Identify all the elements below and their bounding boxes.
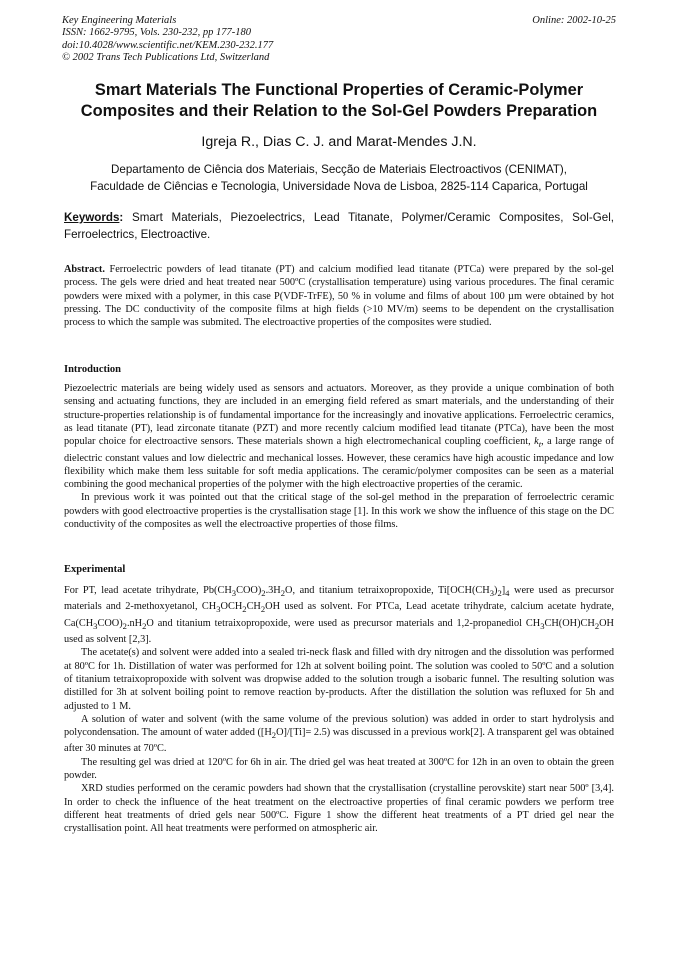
online-date: Online: 2002-10-25 bbox=[532, 15, 616, 26]
affiliation-line-2: Faculdade de Ciências e Tecnologia, Universidade Nova de Lisboa, 2825-114 Caparica, Portugal bbox=[90, 180, 588, 193]
exp-p1-s8: 2 bbox=[242, 604, 247, 615]
exp-paragraph-4: The resulting gel was dried at 120ºC for 6h in air. The dried gel was heat treated at 300ºC for 12h in an oven to obtain the green powder. bbox=[64, 756, 614, 782]
journal-name: Key Engineering Materials bbox=[62, 15, 177, 26]
introduction-body bbox=[64, 382, 614, 531]
exp-p1-s2: 2 bbox=[261, 588, 266, 599]
coupling-symbol: k bbox=[534, 436, 539, 448]
affiliation-line-1: Departamento de Ciência dos Materiais, Secção de Materiais Electroactivos (CENIMAT), bbox=[111, 163, 567, 176]
authors: Igreja R., Dias C. J. and Marat-Mendes J.N. bbox=[201, 134, 477, 150]
paper-title bbox=[48, 80, 630, 121]
exp-p3-sub: 2 bbox=[271, 730, 277, 741]
experimental-heading: Experimental bbox=[64, 564, 126, 575]
exp-p1-s3: 2 bbox=[280, 588, 286, 599]
coupling-subscript: t bbox=[538, 439, 542, 450]
exp-p1-t1: For PT, lead acetate trihydrate, Pb(CH bbox=[64, 585, 232, 596]
exp-paragraph-3 bbox=[64, 713, 614, 756]
exp-p1-s5: 2 bbox=[497, 588, 502, 599]
intro-paragraph-2: In previous work it was pointed out that the critical stage of the sol-gel method in the preparation of ferroelectric ceramic powders with good electroactive properties is the crystallisation stage [1]. In this work we show the influence of this stage on the DC conductivity of the composites as well the electroactive properties of those films. bbox=[64, 492, 614, 531]
journal-header bbox=[62, 15, 616, 65]
exp-p1-s4: 3 bbox=[489, 588, 494, 599]
doi-line: doi:10.4028/www.scientific.net/KEM.230-232.177 bbox=[62, 39, 274, 51]
exp-paragraph-5: XRD studies performed on the ceramic powders had shown that the crystallisation (crystalline perovskite) start near 500º [3,4]. In order to check the influence of the heat treatment on the electroactive properties of final ceramic powders we perform tree different heat treatments of dried gels near 500ºC. Figure 1 show the different heat treatments of a PT dried gel near the crystallisation point. All heat treatments were performed on atmospheric air. bbox=[64, 783, 614, 835]
exp-p1-t14: CH(OH)CH bbox=[544, 617, 595, 629]
keywords-block: Keywords: Smart Materials, Piezoelectrics, Lead Titanate, Polymer/Ceramic Composites, Sol-Gel, Ferroelectrics, Electroactive. bbox=[64, 211, 614, 241]
exp-p1-s9: 2 bbox=[260, 604, 266, 615]
exp-p1-t2: COO) bbox=[236, 585, 262, 596]
exp-p1-s6: 4 bbox=[505, 588, 510, 599]
exp-p1-s13: 3 bbox=[540, 620, 545, 631]
abstract-block bbox=[64, 263, 614, 329]
exp-paragraph-2: The acetate(s) and solvent were added into a sealed tri-neck flask and filled with dry nitrogen and the dissolution was performed at 80ºC for 1h. Distillation of water was performed for 12h at solvent boiling point. The solution was cooled to 50ºC and a solution of titanium tetraixopropoxide with solvent was dropwise added to the solution trough a isobaric funnel. The resulting solution was distilled for 3h at solvent boiling point to remove reaction by-products. After the distillation the solution was refluxed for 5h and adjusted to 1 M. bbox=[64, 647, 614, 712]
exp-p3-text-b: O]/[Ti]= 2.5) was discussed in a previous work[2]. A transparent gel was obtained after 30 minutes at 70ºC. bbox=[64, 727, 614, 755]
intro-p1-text-b: , a large range of dielectric constant values and low dielectric and mechanical losses. However, these ceramics have high acoustic impedance and low flexibility which make them less suitable for soft media applications. The ceramic/polymer composites can be seen as a material combining the good mechanical properties of the polymer with the high electroactive properties of the ceramic. bbox=[64, 436, 615, 491]
issn-line: ISSN: 1662-9795, Vols. 230-232, pp 177-180 bbox=[62, 27, 251, 39]
exp-p1-t15: OH used as solvent [2,3]. bbox=[64, 617, 614, 646]
exp-p1-t9: CH bbox=[246, 601, 261, 613]
exp-p1-t4: O, and titanium tetraixopropoxide, Ti[OCH(CH bbox=[285, 585, 490, 596]
exp-p1-t12: .nH bbox=[126, 617, 143, 629]
exp-paragraph-1 bbox=[64, 584, 614, 646]
abstract-text: Ferroelectric powders of lead titanate (PT) and calcium modified lead titanate (PTCa) were prepared by the sol-gel process. The gels were dried and heat treated near 500ºC (crystallisation temperature) using various procedures. The final ceramic powders were mixed with a polymer, in this case P(VDF-TrFE), 50 % in volume and films of about 100 µm were obtained by hot pressing. The DC conductivity of the composite films at high fields (>10 MV/m) seems to be dependent on the crystallisation process to which the sample was submited. The electroactive properties of the composites were studied. bbox=[64, 264, 614, 329]
exp-p1-t8: OCH bbox=[220, 601, 243, 613]
keywords-text: Smart Materials, Piezoelectrics, Lead Titanate, Polymer/Ceramic Composites, Sol-Gel, Ferroelectrics, Electroactive. bbox=[64, 211, 614, 241]
exp-p1-t11: COO) bbox=[97, 617, 123, 629]
experimental-body bbox=[64, 584, 614, 836]
keywords-label: Keywords bbox=[64, 211, 120, 224]
copyright-line: © 2002 Trans Tech Publications Ltd, Switzerland bbox=[62, 52, 270, 64]
introduction-heading: Introduction bbox=[64, 364, 121, 375]
exp-p1-t6: ] bbox=[501, 585, 506, 596]
exp-p3-text-a: A solution of water and solvent (with the same volume of the previous solution) was added in order to start hydrolysis and polycondensation. The amount of water added ([H bbox=[64, 713, 614, 739]
exp-p1-t7: were used as precursor materials and 2-methoxyetanol, CH bbox=[64, 585, 614, 613]
exp-p1-s11: 2 bbox=[122, 620, 127, 631]
exp-p1-s7: 3 bbox=[216, 604, 221, 615]
exp-p1-t13: O and titanium tetraixopropoxide, were used as precursor materials and 1,2-propanediol CH bbox=[146, 617, 541, 629]
exp-p1-s1: 3 bbox=[231, 588, 237, 599]
abstract-label: Abstract. bbox=[64, 264, 105, 275]
intro-paragraph-1 bbox=[64, 382, 614, 491]
title-line-1: Smart Materials The Functional Properties of Ceramic-Polymer bbox=[94, 81, 584, 99]
affiliation bbox=[48, 161, 630, 195]
intro-p1-text-a: Piezoelectric materials are being widely used as sensors and actuators. Moreover, as they provide a unique combination of both sensing and actuating functions, they are included in an emerging field refered as smart materials, and the understanding of their structure-properties relationship is of fundamental importance for the increasingly and inovative applications. Ferroelectric ceramics, as lead titanate (PT), lead zirconate titanate (PZT) and more recently calcium modified lead titanate (PTCa), have been the most popular choice for electroactive sensors. These materials shown a high electromechanical coupling coefficient, bbox=[64, 383, 614, 448]
exp-p1-t10: OH used as solvent. For PTCa, Lead acetate trihydrate, calcium acetate hydrate, Ca(CH bbox=[64, 601, 615, 629]
exp-p1-s12: 2 bbox=[142, 620, 147, 631]
exp-p1-s14: 2 bbox=[594, 620, 600, 631]
title-line-2: Composites and their Relation to the Sol-Gel Powders Preparation bbox=[80, 101, 598, 120]
exp-p1-t3: .3H bbox=[265, 585, 281, 596]
exp-p1-s10: 3 bbox=[93, 620, 98, 631]
exp-p1-t5: ) bbox=[494, 585, 498, 596]
